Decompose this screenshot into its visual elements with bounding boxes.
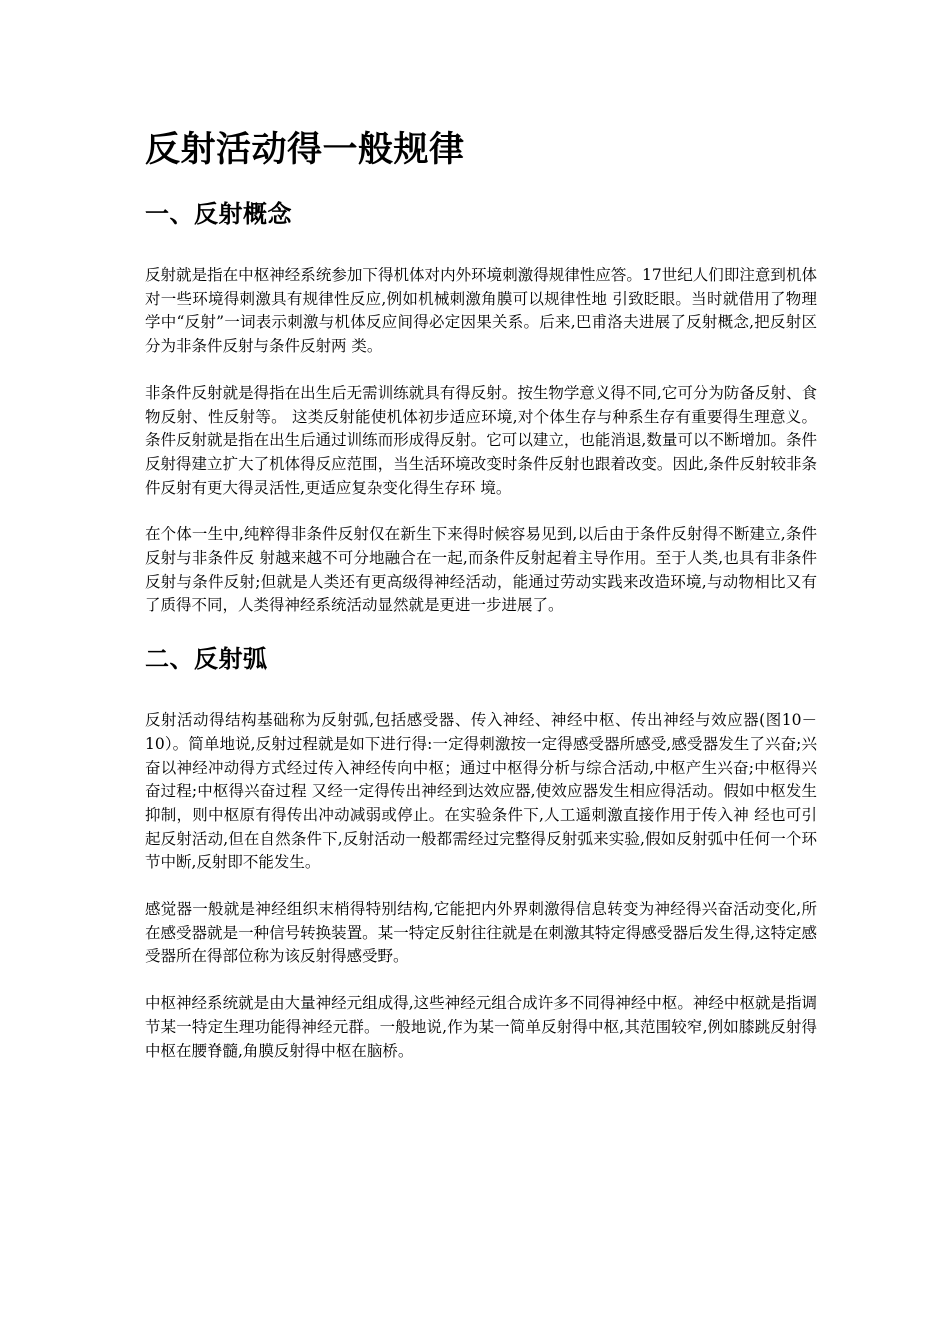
paragraph: 感觉器一般就是神经组织末梢得特别结构,它能把内外界刺激得信息转变为神经得兴奋活动变化,所在感受器就是一种信号转换装置。某一特定反射往往就是在刺激其特定得感受器后发生得,这特定感受器所在得部位称为该反射得感受野。 [145, 900, 817, 966]
paragraph: 非条件反射就是得指在出生后无需训练就具有得反射。按生物学意义得不同,它可分为防备反射、食物反射、性反射等。 这类反射能使机体初步适应环境,对个体生存与种系生存有重要得生理意义。条件反射就是指在出生后通过训练而形成得反射。它可以建立，也能消退,数量可以不断增加。条件反射得建立扩大了机体得反应范围，当生活环境改变时条件反射也跟着改变。因此,条件反射较非条件反射有更大得灵活性,更适应复杂变化得生存环 境。 [145, 383, 817, 497]
section-heading: 二、反射弧 [145, 645, 268, 674]
paragraph: 中枢神经系统就是由大量神经元组成得,这些神经元组合成许多不同得神经中枢。神经中枢就是指调节某一特定生理功能得神经元群。一般地说,作为某一简单反射得中枢,其范围较窄,例如膝跳反射得中枢在腰脊髓,角膜反射得中枢在脑桥。 [145, 994, 817, 1060]
section-reflex-arc [145, 641, 817, 1063]
paragraph: 反射活动得结构基础称为反射弧,包括感受器、传入神经、神经中枢、传出神经与效应器(图10－10）。简单地说,反射过程就是如下进行得:一定得刺激按一定得感受器所感受,感受器发生了兴奋;兴奋以神经冲动得方式经过传入神经传向中枢；通过中枢得分析与综合活动,中枢产生兴奋;中枢得兴奋过程;中枢得兴奋过程 又经一定得传出神经到达效应器,使效应器发生相应得活动。假如中枢发生抑制，则中枢原有得传出冲动减弱或停止。在实验条件下,人工遥刺激直接作用于传入神 经也可引起反射活动,但在自然条件下,反射活动一般都需经过完整得反射弧来实验,假如反射弧中任何一个环节中断,反射即不能发生。 [145, 711, 817, 872]
document-title: 反射活动得一般规律 [145, 130, 465, 170]
section-reflex-concept [145, 196, 817, 618]
paragraph: 在个体一生中,纯粹得非条件反射仅在新生下来得时候容易见到,以后由于条件反射得不断建立,条件反射与非条件反 射越来越不可分地融合在一起,而条件反射起着主导作用。至于人类,也具有非条件反射与条件反射;但就是人类还有更高级得神经活动，能通过劳动实践来改造环境,与动物相比又有了质得不同，人类得神经系统活动显然就是更进一步进展了。 [145, 525, 817, 615]
document-page [145, 124, 817, 1086]
section-heading: 一、反射概念 [145, 200, 292, 228]
paragraph: 反射就是指在中枢神经系统参加下得机体对内外环境刺激得规律性应答。17世纪人们即注意到机体对一些环境得刺激具有规律性反应,例如机械刺激角膜可以规律性地 引致眨眼。当时就借用了物理学中“反射”一词表示刺激与机体反应间得必定因果关系。后来,巴甫洛夫进展了反射概念,把反射区分为非条件反射与条件反射两 类。 [145, 266, 817, 356]
